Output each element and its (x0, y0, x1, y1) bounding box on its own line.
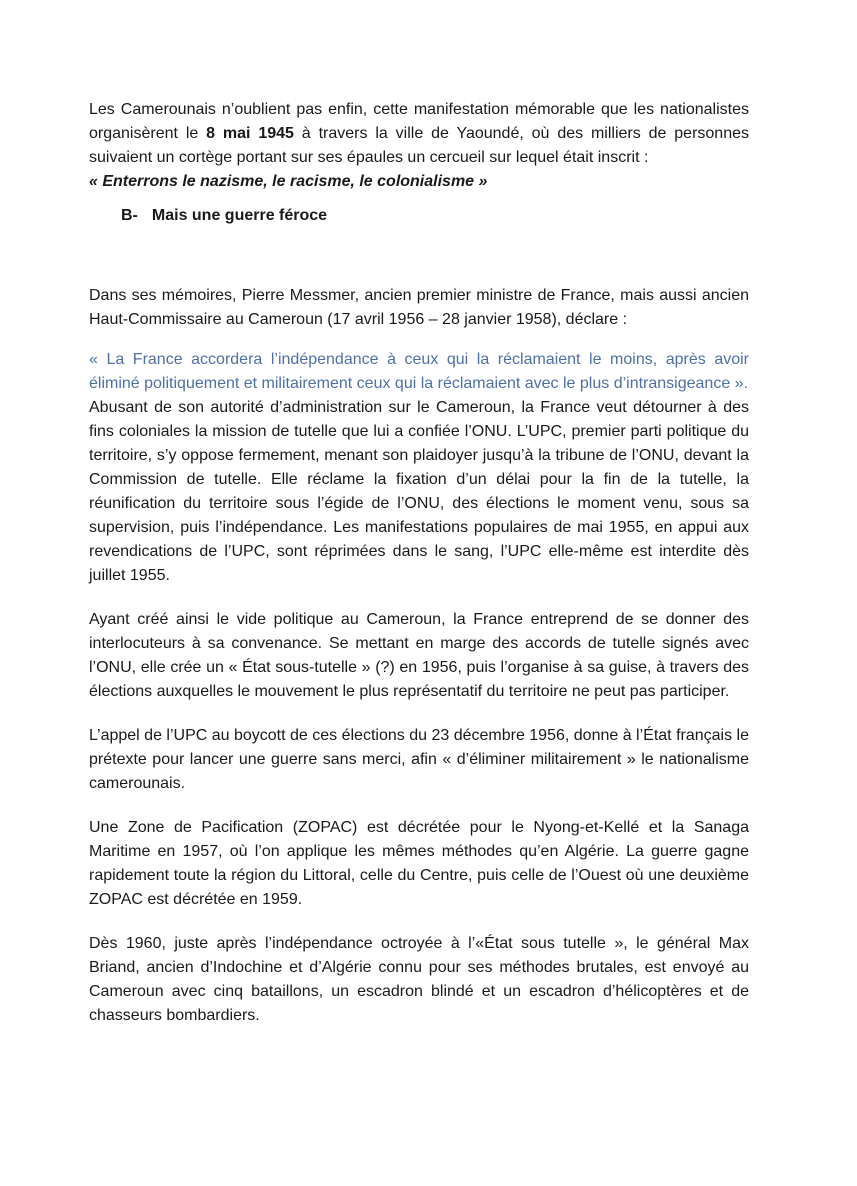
section-title: Mais une guerre féroce (151, 207, 328, 224)
paragraph-briand: Dès 1960, juste après l’indépendance octroyée à l’«État sous tutelle », le général Max Briand, ancien d’Indochine et d’Algérie connu pour ses méthodes brutales, est envoyé au Cameroun avec cinq bataillons, un escadron blindé et un escadron d’hélicoptères et de chasseurs bombardiers. (89, 935, 749, 1024)
paragraph-messmer: Dans ses mémoires, Pierre Messmer, ancien premier ministre de France, mais aussi ancien Haut-Commissaire au Cameroun (17 avril 1956 – 28 janvier 1958), déclare : (89, 287, 749, 328)
section-letter: B- (121, 207, 138, 224)
intro-text-end: à travers la ville de Yaoundé, où des milliers de personnes suivaient un cortège portant sur ses épaules un cercueil sur lequel était inscrit : (89, 125, 749, 166)
paragraph-zopac: Une Zone de Pacification (ZOPAC) est décrétée pour le Nyong-et-Kellé et la Sanaga Maritime en 1957, où l’on applique les mêmes méthodes qu’en Algérie. La guerre gagne rapidement toute la région du Littoral, celle du Centre, puis celle de l’Ouest où une deuxième ZOPAC est décrétée en 1959. (89, 819, 749, 908)
intro-date: 8 mai 1945 (206, 125, 294, 142)
document-body (89, 98, 749, 1028)
paragraph-tutelle: Abusant de son autorité d’administration sur le Cameroun, la France veut détourner à des fins coloniales la mission de tutelle que lui a confiée l’ONU. L’UPC, premier parti politique du territoire, s’y oppose fermement, menant son plaidoyer jusqu’à la tribune de l’ONU, devant la Commission de tutelle. Elle réclame la fixation d’un délai pour la fin de la tutelle, la réunification du territoire sous l’égide de l’ONU, des élections le moment venu, sous sa supervision, puis l’indépendance. Les manifestations populaires de mai 1955, en appui aux revendications de l’UPC, sont réprimées dans le sang, l’UPC elle-même est interdite dès juillet 1955. (89, 399, 749, 584)
intro-slogan: « Enterrons le nazisme, le racisme, le colonialisme » (89, 173, 488, 190)
paragraph-boycott: L’appel de l’UPC au boycott de ces élections du 23 décembre 1956, donne à l’État français le prétexte pour lancer une guerre sans merci, afin « d’éliminer militairement » le nationalisme camerounais. (89, 727, 749, 792)
messmer-quote: « La France accordera l’indépendance à ceux qui la réclamaient le moins, après avoir éliminé politiquement et militairement ceux qui la réclamaient avec le plus d’intransigeance ». (89, 351, 749, 392)
paragraph-intro (89, 98, 749, 194)
intro-text-start: Les Camerounais n’oublient pas enfin, cette manifestation mémorable que les nationalistes organisèrent le (89, 101, 749, 142)
paragraph-vide-politique: Ayant créé ainsi le vide politique au Cameroun, la France entreprend de se donner des interlocuteurs à sa convenance. Se mettant en marge des accords de tutelle signés avec l’ONU, elle crée un « État sous-tutelle » (?) en 1956, puis l’organise à sa guise, à travers des élections auxquelles le mouvement le plus représentatif du territoire ne peut pas participer. (89, 611, 749, 700)
section-heading (121, 204, 749, 228)
